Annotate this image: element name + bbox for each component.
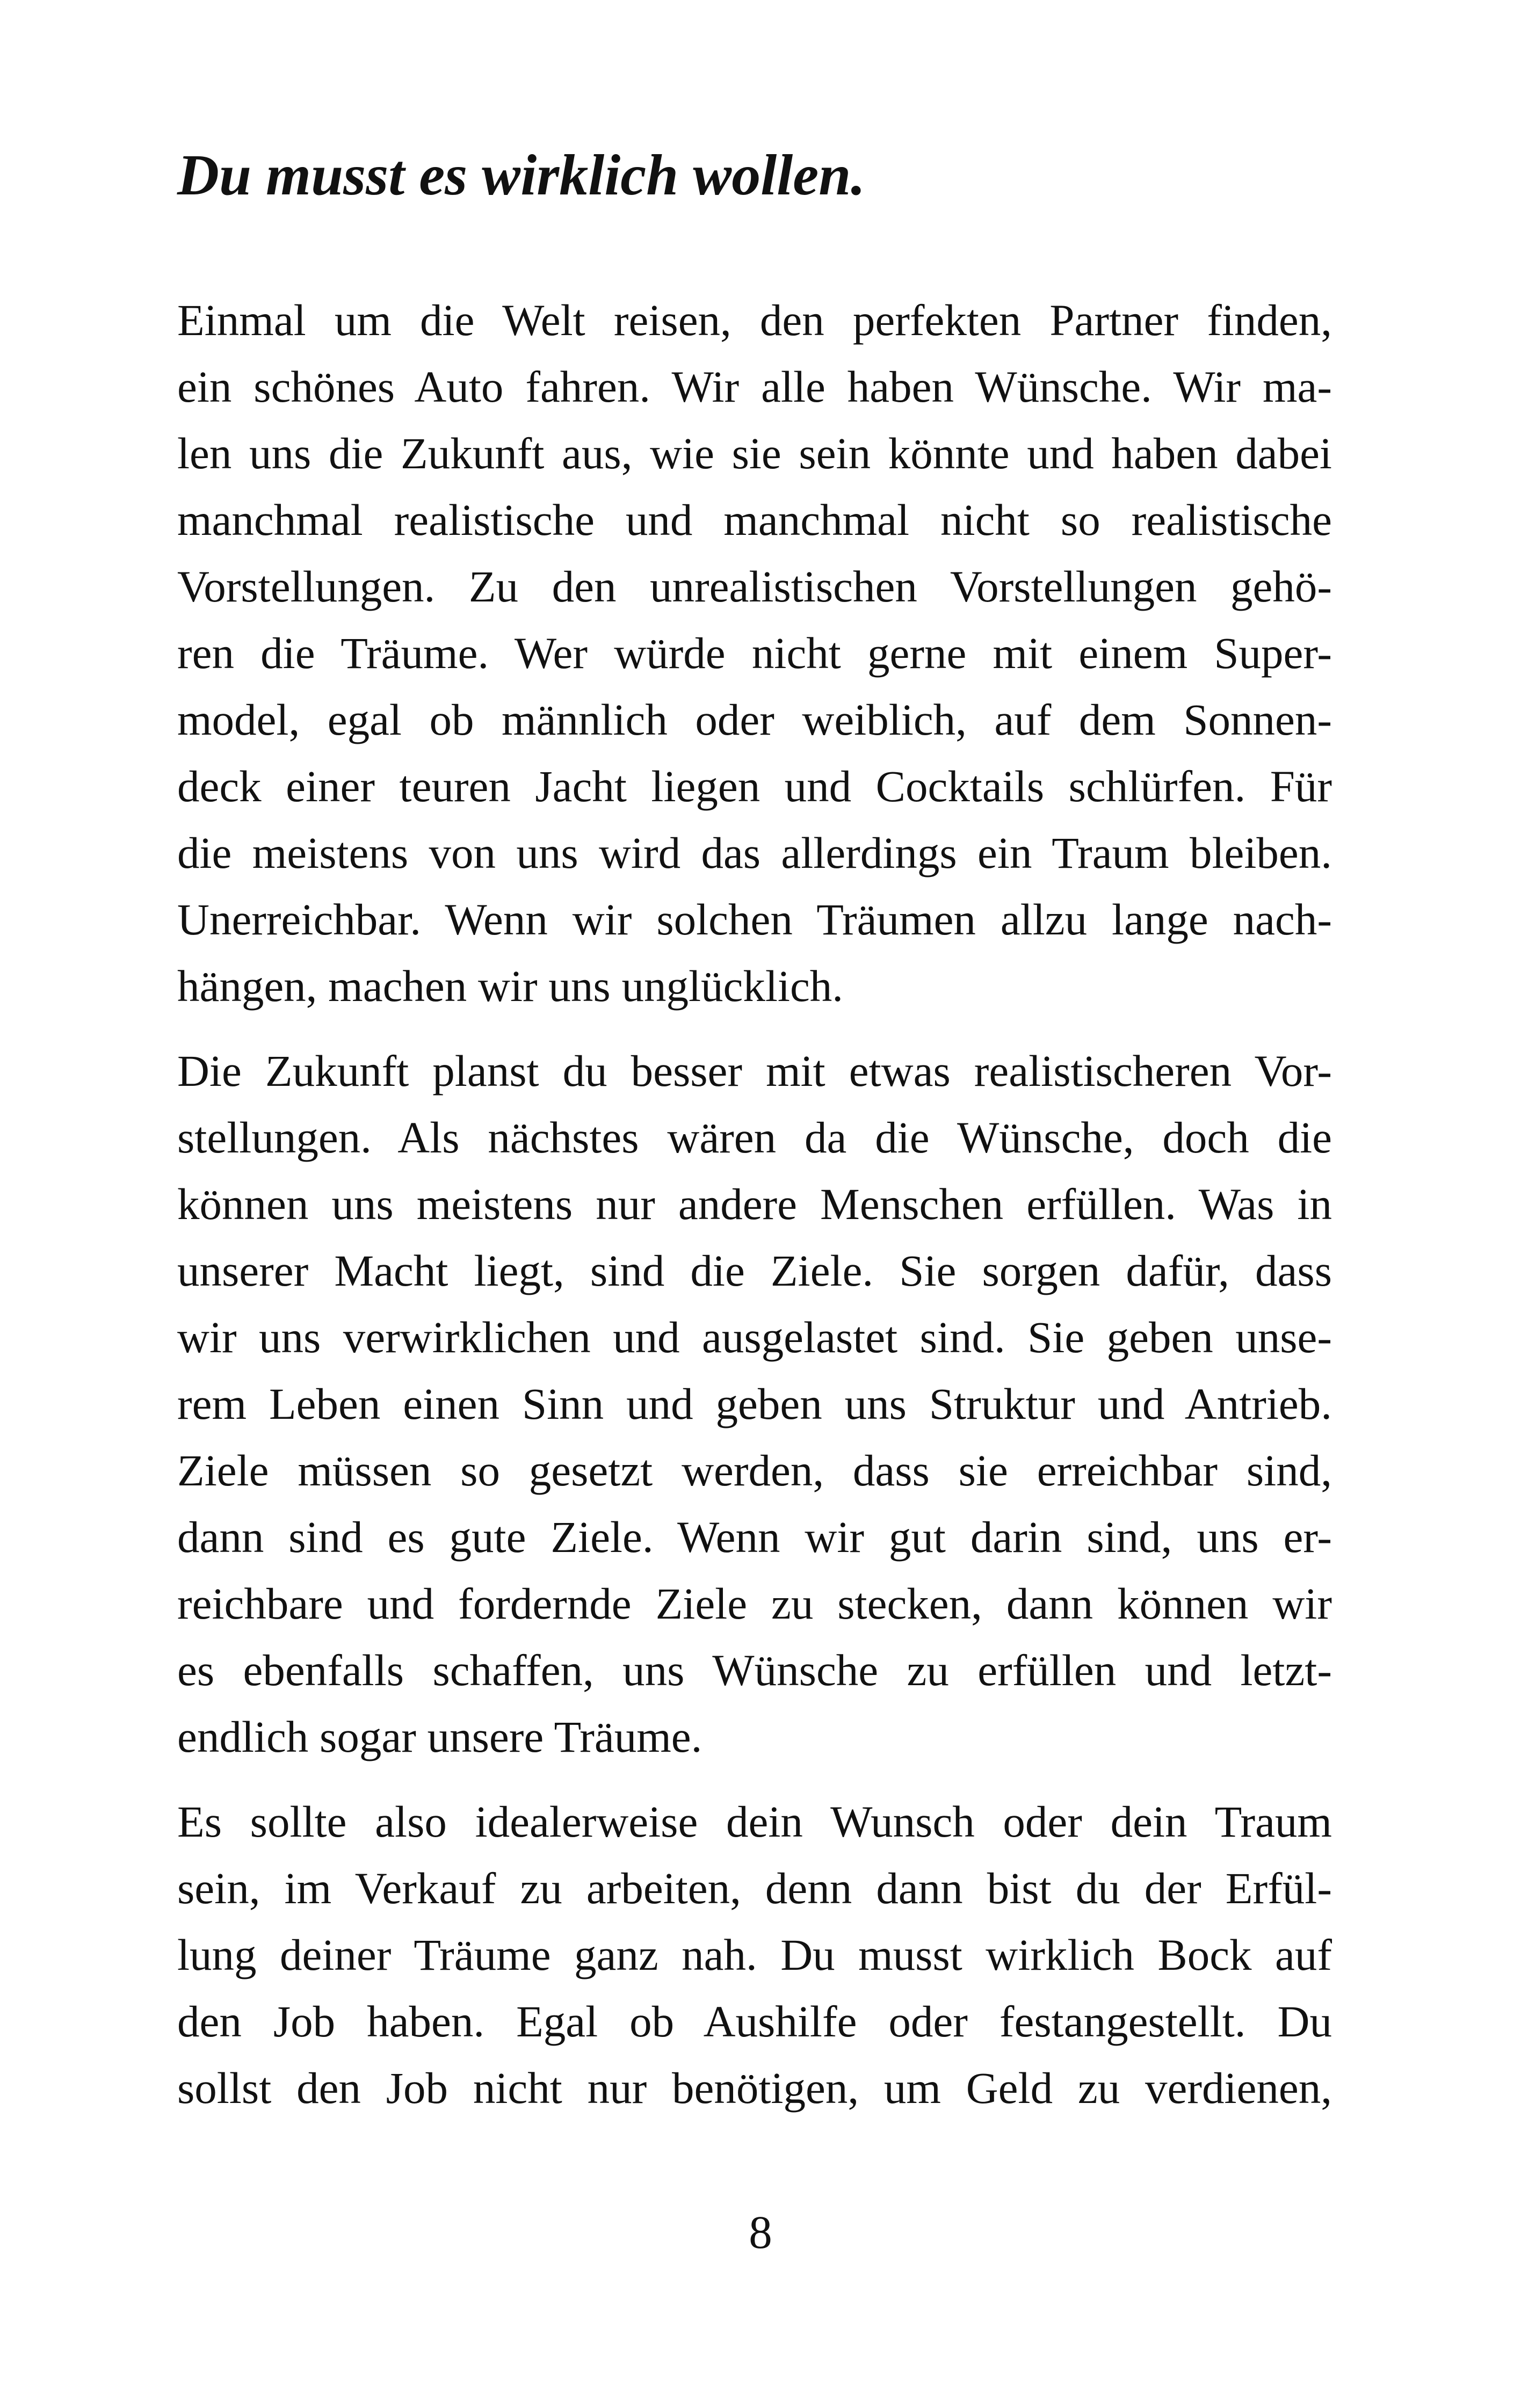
text-line: model, egal ob männlich oder weiblich, auf dem Sonnen- <box>177 695 1332 744</box>
text-line: dann sind es gute Ziele. Wenn wir gut darin sind, uns er- <box>177 1512 1332 1562</box>
text-line: len uns die Zukunft aus, wie sie sein könnte und haben dabei <box>177 429 1332 478</box>
text-line: hängen, machen wir uns unglücklich. <box>177 961 844 1011</box>
text-line: sollst den Job nicht nur benötigen, um Geld zu verdienen, <box>177 2063 1332 2113</box>
text-line: unserer Macht liegt, sind die Ziele. Sie sorgen dafür, dass <box>177 1246 1332 1295</box>
text-line: ren die Träume. Wer würde nicht gerne mit einem Super- <box>177 628 1332 678</box>
text-line: Unerreichbar. Wenn wir solchen Träumen allzu lange nach- <box>177 895 1332 944</box>
text-line: können uns meistens nur andere Menschen erfüllen. Was in <box>177 1179 1332 1229</box>
text-line: manchmal realistische und manchmal nicht so realistische <box>177 495 1332 545</box>
text-line: stellungen. Als nächstes wären da die Wünsche, doch die <box>177 1113 1332 1162</box>
text-line: lung deiner Träume ganz nah. Du musst wirklich Bock auf <box>177 1930 1332 1979</box>
text-line: sein, im Verkauf zu arbeiten, denn dann bist du der Erfül- <box>177 1863 1332 1913</box>
text-line: rem Leben einen Sinn und geben uns Struktur und Antrieb. <box>177 1379 1332 1428</box>
text-line: deck einer teuren Jacht liegen und Cocktails schlürfen. Für <box>177 761 1332 811</box>
section-heading: Du musst es wirklich wollen. <box>177 143 866 207</box>
text-line: ein schönes Auto fahren. Wir alle haben Wünsche. Wir ma- <box>177 362 1332 411</box>
text-line: den Job haben. Egal ob Aushilfe oder festangestellt. Du <box>177 1997 1332 2046</box>
text-line: Es sollte also idealerweise dein Wunsch oder dein Traum <box>177 1797 1332 1846</box>
page-number: 8 <box>749 2206 772 2258</box>
text-line: Die Zukunft planst du besser mit etwas realistischeren Vor- <box>177 1046 1332 1096</box>
text-line: wir uns verwirklichen und ausgelastet sind. Sie geben unse- <box>177 1312 1332 1362</box>
text-line: Ziele müssen so gesetzt werden, dass sie erreichbar sind, <box>177 1446 1332 1495</box>
text-line: die meistens von uns wird das allerdings ein Traum bleiben. <box>177 828 1332 877</box>
text-line: endlich sogar unsere Träume. <box>177 1712 702 1761</box>
text-line: es ebenfalls schaffen, uns Wünsche zu erfüllen und letzt- <box>177 1645 1332 1695</box>
text-line: Vorstellungen. Zu den unrealistischen Vorstellungen gehö- <box>177 562 1332 611</box>
text-line: Einmal um die Welt reisen, den perfekten Partner finden, <box>177 295 1332 345</box>
text-line: reichbare und fordernde Ziele zu stecken, dann können wir <box>177 1579 1332 1628</box>
